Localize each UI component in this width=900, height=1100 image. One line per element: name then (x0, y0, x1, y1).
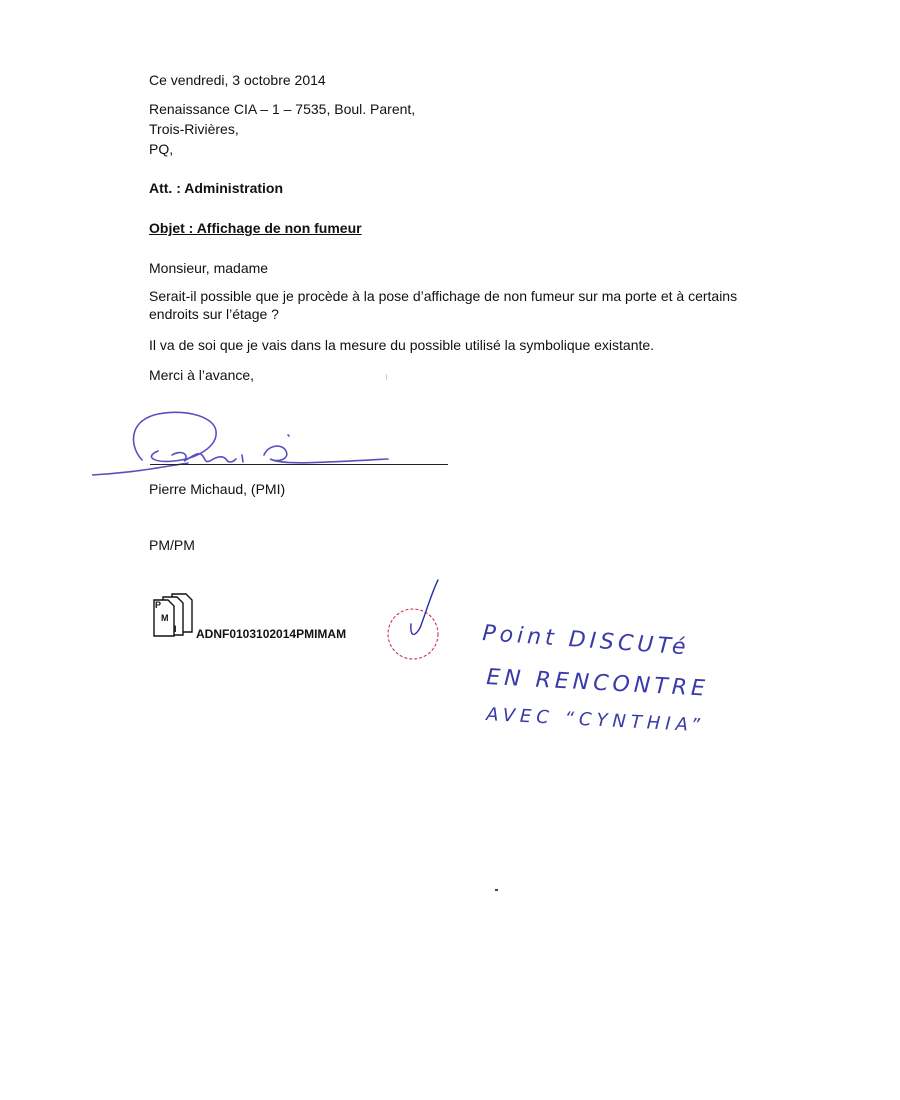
paragraph-1: Serait-il possible que je procède à la pose d’affichage de non fumeur sur ma porte et à certains endroits sur l’étage ? (149, 288, 738, 322)
signature-image (92, 405, 402, 485)
document-logo-icon (152, 592, 194, 638)
logo-letter-p: P (155, 600, 162, 610)
scan-speck (386, 374, 387, 380)
check-mark-icon (380, 572, 460, 667)
logo-letter-m: M (161, 613, 169, 623)
address-line-3: PQ, (149, 141, 174, 157)
address-line-1: Renaissance CIA – 1 – 7535, Boul. Parent, (149, 101, 416, 117)
paragraph-2: Il va de soi que je vais dans la mesure du possible utilisé la symbolique existante. (149, 337, 655, 353)
scan-speck (495, 889, 498, 891)
logo-letter-i: I (174, 624, 177, 634)
handwritten-note (476, 612, 776, 742)
attention-line: Att. : Administration (149, 180, 284, 196)
note-line-1: Point DISCUTé (481, 621, 691, 661)
reference-code: ADNF0103102014PMIMAM (196, 627, 347, 641)
date-line: Ce vendredi, 3 octobre 2014 (149, 72, 326, 88)
initials-line: PM/PM (149, 537, 195, 553)
salutation: Monsieur, madame (149, 260, 269, 276)
note-line-3: AVEC “CYNTHIA” (485, 704, 706, 737)
signer-name: Pierre Michaud, (PMI) (149, 481, 286, 497)
address-line-2: Trois-Rivières, (149, 121, 239, 137)
subject-line: Objet : Affichage de non fumeur (149, 220, 362, 236)
signature-line (150, 464, 448, 465)
note-line-2: EN RENCONTRE (485, 665, 710, 702)
closing: Merci à l’avance, (149, 367, 255, 383)
